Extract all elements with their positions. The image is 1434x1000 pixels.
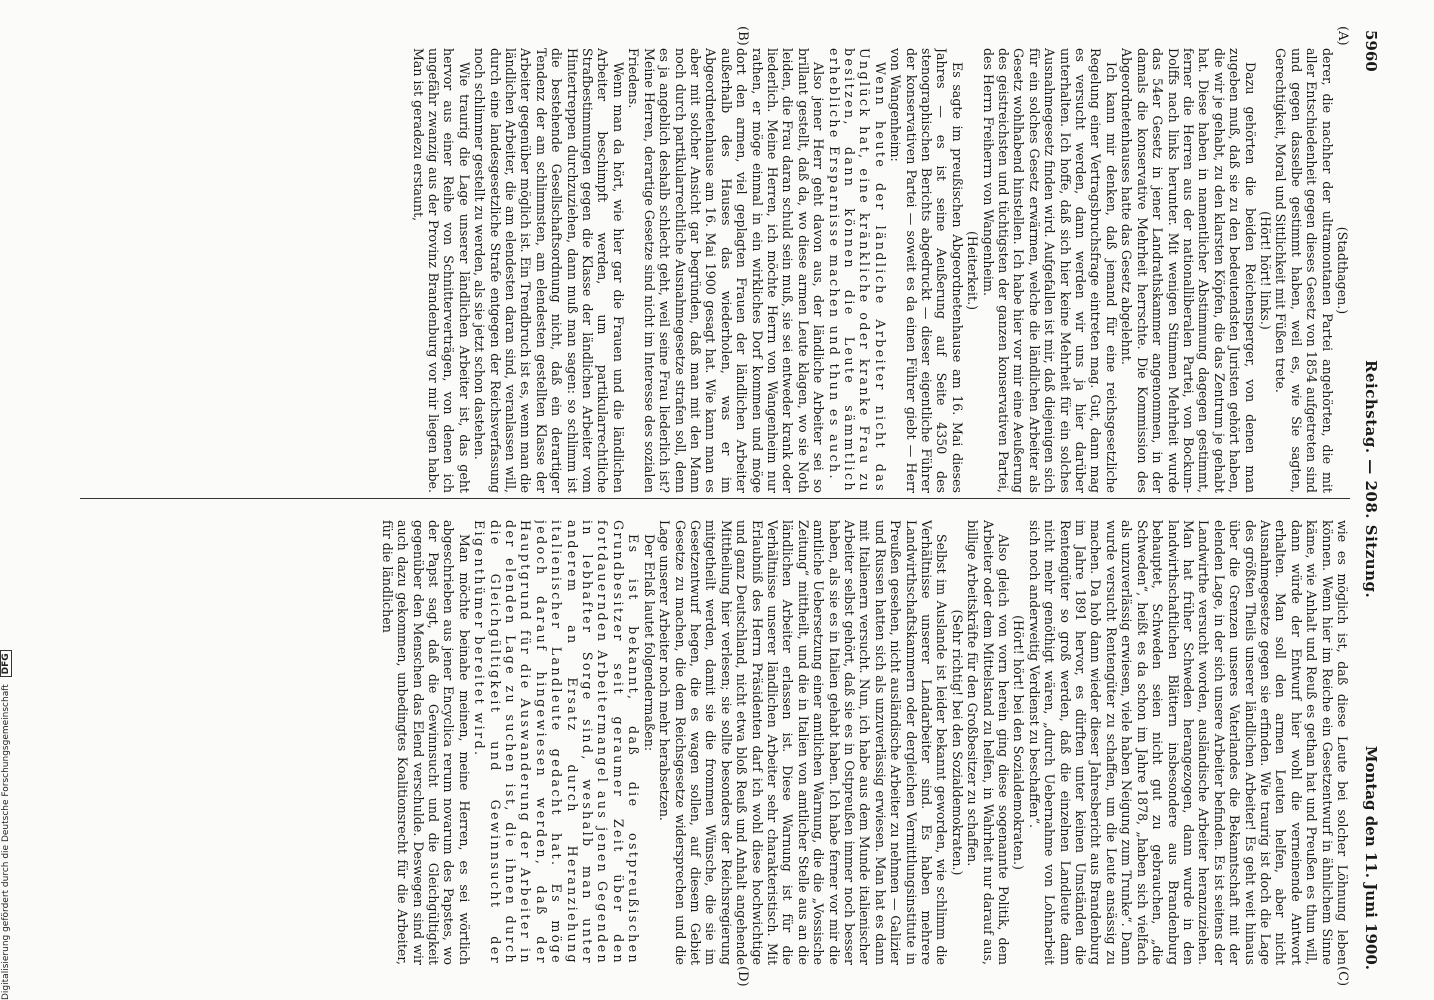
paragraph: wie es möglich ist, daß diese Leute bei solcher Löhnung leben können. Wenn hier im Reiche ein Gesetzentwurf in ähnlichem Sinne käme, wie Anhalt und Reuß es gethan hat und Preußen es thun will, dann würde der Entwurf hier wohl die verneinende Antwort erhalten. Man soll den armen Leuten helfen, aber nicht Ausnahmegesetze gegen sie erfinden. Wie traurig ist doch die Lage des größten Theils unserer ländlichen Arbeiter! Es geht weit hinaus über die Grenzen unseres Vaterlandes die Bekanntschaft mit der elenden Lage, in der sich unsere Arbeiter befinden. Es ist seitens der Landwirthe versucht worden, ausländische Arbeiter heranzuziehen. Man hat früher Schweden herangezogen, dann wurde in den landwirthschaftlichen Blättern insbesondere aus Brandenburg behauptet, Schweden seien nicht gut zu gebrauchen, „die Schweden“, heißt es da schon im Jahre 1878, „haben sich vielfach als unzuverlässig erwiesen, viele haben Neigung zum Trunke“. Dann wurde versucht Rentengüter zu schaffen, um die Leute ansässig zu machen. Da hob dann wieder dieser Jahresbericht aus Brandenburg im Jahre 1891 hervor, es dürften unter keinen Umständen die Rentengüter so groß werden, daß die einzelnen Landleute dann nicht mehr genöthigt wären, „durch Uebernahme von Lohnarbeit sich noch anderweitig Verdienst zu beschaffen“.: [1026, 520, 1350, 965]
dfg-logo-icon: DFG: [0, 650, 12, 677]
paragraph: Also gleich von vorn herein ging diese sogenannte Politik, dem Arbeiter oder dem Mittelstand zu helfen, in Wahrheit nur darauf aus, billige Arbeitskräfte für den Großbesitzer zu schaffen.: [965, 520, 1012, 965]
paragraph: Dazu gehörten die beiden Reichensperger, von denen man zugeben muß, daß sie zu den bedeutendsten Juristen gehört haben, die wir je gehabt, zu den klarsten Köpfen, die das Zentrum je gehabt hat. Diese haben in namentlicher Abstimmung dagegen gestimmt, ferner die Herren aus der nationalliberalen Partei, von Bockum-Dolffs nach links herunter. Mit wenigen Stimmen Mehrheit wurde das 54er Gesetz in jener Landrathskammer angenommen, in der damals die konservative Mehrheit herrschte. Die Kommission des Abgeordnetenhauses hatte das Gesetz abgelehnt.: [1119, 48, 1258, 493]
paragraph: Wie traurig die Lage unserer ländlichen Arbeiter ist, das geht hervor aus einer Reihe von Schnitterverträgen, von denen ich ungefähr zwanzig aus der Provinz Brandenburg vor mir liegen habe. Man ist geradezu erstaunt,: [410, 48, 472, 493]
interjection-line: (Hört! hört! bei den Sozialdemokraten.): [1011, 615, 1027, 870]
right-column: [70, 520, 1350, 965]
margin-marker-a: (A): [1335, 26, 1350, 46]
paragraph: Ich kann mir denken, daß jemand für eine reichsgesetzliche Regelung einer Vertragsbruchsfrage eintreten mag. Gut, dann mag es versucht werden, dann werden wir uns ja hier darüber unterhalten. Ich hoffe, daß sich hier keine Mehrheit für ein solches Ausnahmegesetz finden wird. Aufgefallen ist mir, daß diejenigen sich für ein solches Gesetz erwärmen, welche die ländlichen Arbeiter als Gesetz wohlhabend hinstellen. Ich habe hier vor mir eine Aeußerung des geistreichsten und tüchtigsten der ganzen konservativen Partei, des Herrn Freiherrn von Wangenheim.: [980, 48, 1119, 493]
margin-marker-c: (C): [1335, 966, 1350, 987]
paragraph: Es sagte im preußischen Abgeordnetenhause am 16. Mai dieses Jahres — es ist seine Aeußerung auf Seite 4350 des stenographischen Berichts abgedruckt — dieser eigentliche Führer der konservativen Partei — soweit es da einen Führer giebt — Herr von Wangenheim:: [888, 48, 965, 493]
page-number: 5960: [1362, 30, 1380, 72]
interjection-line: (Stadthagen.): [1335, 226, 1350, 315]
digitization-credit: [0, 0, 12, 1000]
paragraph: Wenn man da hört, wie hier gar die Frauen und die ländlichen Arbeiter beschimpft werden, um partikularrechtliche Strafbestimmungen gegen die Klasse der ländlichen Arbeiter vom Hintertreppen durchzuziehen, dann muß man sagen: so schlimm ist die bestehende Gesellschaftsordnung nicht, daß ein derartiger Tendenz der am schlimmsten, am elendesten gestellten Klasse der Arbeiter gegenüber möglich ist. Ein Trendbruch ist es, wenn man die ländlichen Arbeiter, die am elendesten daran sind, veranlassen will, durch eine landesgesetzliche Strafe entgegen der Reichsverfassung noch schlimmer gestellt zu werden, als sie jetzt schon dastehen.: [472, 48, 626, 493]
paragraph: Wenn heute der ländliche Arbeiter nicht das Unglück hat, eine kränkliche oder kranke Frau zu besitzen, dann können die Leute sämmtlich erhebliche Ersparnisse machen und thun es auch.: [826, 48, 888, 493]
credit-text: Digitalisierung gefördert durch die Deutsche Forschungsgemeinschaft: [1, 684, 11, 1000]
interjection-line: (Sehr richtig! bei den Sozialdemokraten.): [949, 609, 965, 876]
left-column: [70, 48, 1350, 493]
paragraph: Der Erlaß lautet folgendermaßen:: [641, 534, 657, 752]
interjection-line: (Hört! hört! links.): [1257, 211, 1273, 330]
paragraph: Man möchte beinahe meinen, meine Herren, es sei wörtlich abgeschrieben aus jener Encyclica rerum novarum des Papstes, wo der Papst sagt, daß die Gewinnsucht und die Gleichgültigkeit gegenüber den Menschen das Elend verschulde. Deswegen sind wir auch dazu gekommen, unbedingtes Koalitionsrecht für die Arbeiter, für die ländlichen: [379, 520, 472, 965]
column-divider: [80, 498, 1350, 499]
session-title: Reichstag. — 208. Sitzung.: [1362, 360, 1380, 599]
paragraph: Also jener Herr geht davon aus, der ländliche Arbeiter sei so brillant gestellt, daß da, wo diese armen Leute klagen, wo sie Noth leiden, die Frau daran schuld sein muß, sie sei entweder krank oder liederlich. Meine Herren, ich möchte Herrn von Wangenheim nur rathen, er möge einmal in ein wirkliches Dorf kommen und möge dort den armen, viel geplagten Frauen der ländlichen Arbeiter außerhalb des Hauses das wiederholen, was er im Abgeordnetenhause am 16. Mai 1900 gesagt hat. Wie kann man es aber mit solcher Ansicht gar begründen, daß man mit den Mann noch durch partikularrechtliche Ausnahmegesetze strafen soll, denn es ja angeblich deshalb schlecht geht, weil seine Frau liederlich ist? Meine Herren, derartige Gesetze sind nicht im Interesse des sozialen Friedens.: [626, 48, 827, 493]
paragraph: Es ist bekannt, daß die ostpreußischen Grundbesitzer seit geraumer Zeit über den fortdauernden Arbeitermangel aus jenen Gegenden in lebhafter Sorge sind, weshalb man unter anderem an Ersatz durch Heranziehung italienischer Landleute gedacht hat. Es möge jedoch darauf hingewiesen werden, daß der Hauptgrund für die Auswanderung der Arbeiter in der elenden Lage zu suchen ist, die ihnen durch die Gleichgültigkeit und Gewinnsucht der Eigenthümer bereitet wird.: [472, 520, 642, 965]
paragraph: Selbst im Auslande ist leider bekannt geworden, wie schlimm die Verhältnisse unserer Landarbeiter sind. Es haben mehrere Landwirthschaftskammern oder dergleichen Vermittlungsinstitute in Preußen gesehen, nicht ausländische Arbeiter zu nehmen — Galizier und Russen hatten sich als unzuverlässig erwiesen. Man hat es dann mit Italienern versucht. Nun, ich habe aus dem Munde italienischer Arbeiter selbst gehört, daß sie es in Ostpreußen immer noch besser haben, als sie es in Italien gehabt haben. Ich habe ferner vor mir die amtliche Uebersetzung einer amtlichen Warnung, die die „Vossische Zeitung“ mittheilt, und die in Italien von amtlicher Stelle aus an die ländlichen Arbeiter erlassen ist. Diese Warnung ist für die Verhältnisse unserer ländlichen Arbeiter sehr charakteristisch. Mit Erlaubniß des Herrn Präsidenten darf ich wohl diese hochwichtige und ganz Deutschland, nicht etwa bloß Reuß und Anhalt angehende Mittheilung hier verlesen; sie sollte besonders der Reichsregierung mitgetheilt werden, damit sie die frommen Wünsche, die sie im Gesetzentwurf hegen, die es wagen sollen, auf diesem Gebiet Gesetze zu machen, die dem Reichsgesetze widersprechen und die Lage unserer Arbeiter noch mehr herabsetzen.: [657, 520, 950, 965]
margin-marker-d: (D): [735, 966, 750, 987]
session-date: Montag den 11. Juni 1900.: [1362, 745, 1380, 970]
page-header: [1358, 30, 1380, 970]
interjection-line: (Heiterkeit.): [965, 231, 981, 310]
rotated-page: [60, 26, 1380, 987]
margin-marker-b: (B): [735, 26, 750, 46]
paragraph: derer, die nachher der ultramontanen Partei angehörten, die mit aller Entschiedenheit gegen dieses Gesetz von 1854 aufgetreten sind und gegen dasselbe gestimmt haben, weil es, wie Sie sagten, Gerechtigkeit, Moral und Sittlichkeit mit Füßen trete.: [1273, 48, 1335, 493]
